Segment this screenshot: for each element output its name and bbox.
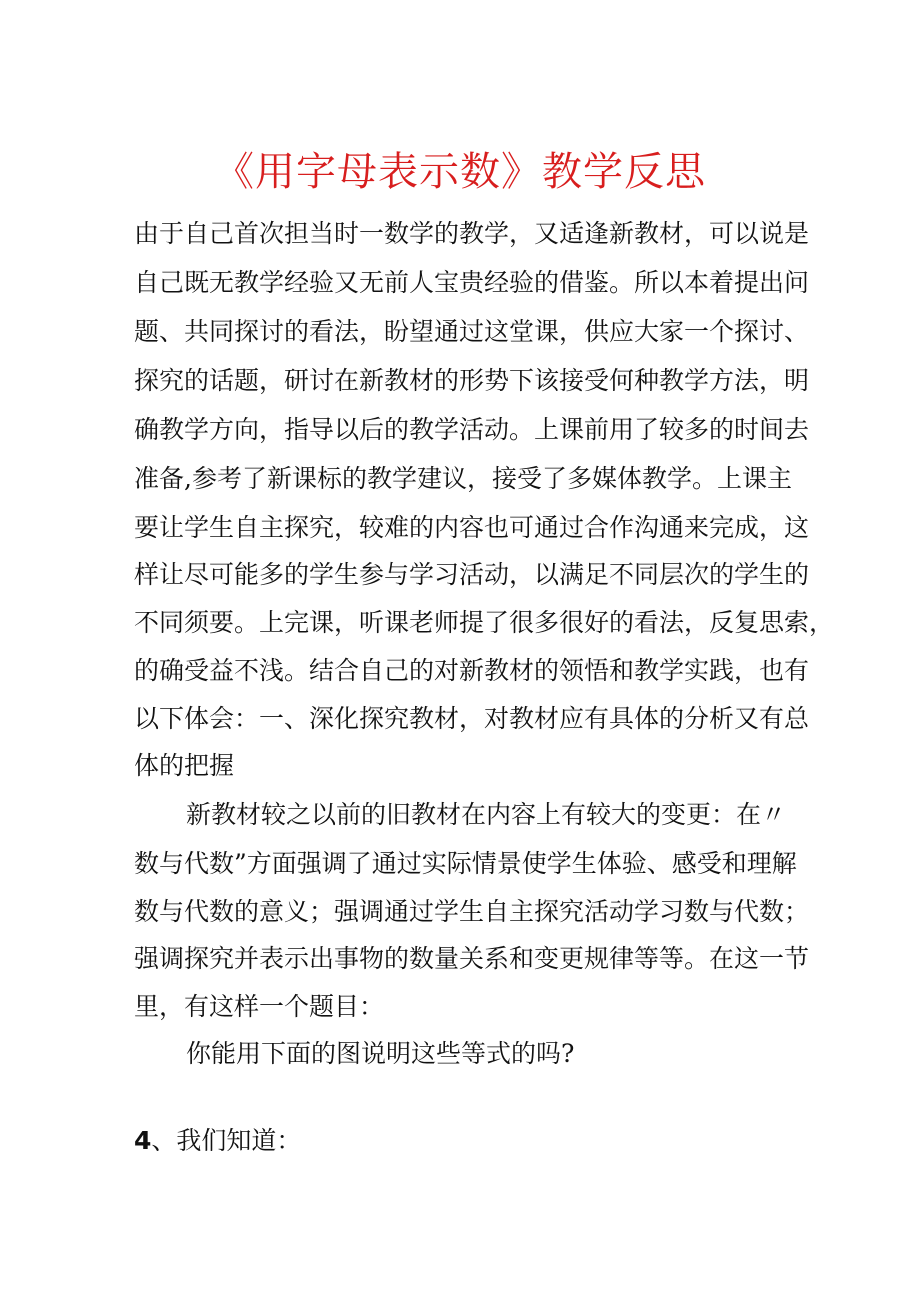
document-title: 《用字母表示数》教学反思 — [214, 149, 706, 195]
question-line: 你能用下面的图说明这些等式的吗? — [186, 1039, 575, 1068]
paragraph2-line-4: 强调探究并表示出事物的数量关系和变更规律等等。在这一节 — [134, 944, 810, 973]
paragraph1-line-8: 样让尽可能多的学生参与学习活动，以满足不同层次的学生的 — [134, 560, 810, 589]
paragraph1-line-11: 以下体会：一、深化探究教材，对教材应有具体的分析又有总 — [134, 704, 810, 733]
paragraph1-line-2: 自己既无教学经验又无前人宝贵经验的借鉴。所以本着提出问 — [134, 268, 810, 297]
paragraph1-line-6: 准备,参考了新课标的教学建议，接受了多媒体教学。上课主 — [134, 464, 792, 493]
item-4 — [134, 1123, 301, 1159]
paragraph1-line-7: 要让学生自主探究，较难的内容也可通过合作沟通来完成，这 — [134, 513, 810, 542]
paragraph1-line-5: 确教学方向，指导以后的教学活动。上课前用了较多的时间去 — [134, 415, 810, 444]
item-4-text: 、我们知道： — [151, 1126, 302, 1155]
paragraph2-line-3: 数与代数的意义；强调通过学生自主探究活动学习数与代数； — [134, 897, 810, 926]
paragraph2-line-2: 数与代数”方面强调了通过实际情景使学生体验、感受和理解 — [134, 849, 797, 878]
paragraph2-line-5: 里，有这样一个题目： — [134, 992, 385, 1021]
paragraph1-line-4: 探究的话题，研讨在新教材的形势下该接受何种教学方法，明 — [134, 366, 810, 395]
paragraph2-line-1: 新教材较之以前的旧教材在内容上有较大的变更：在〃 — [186, 800, 787, 829]
paragraph1-line-10: 的确受益不浅。结合自己的对新教材的领悟和教学实践，也有 — [134, 656, 810, 685]
paragraph1-line-12: 体的把握 — [134, 751, 235, 780]
paragraph1-line-9: 不同须要。上完课，听课老师提了很多很好的看法，反复思索， — [134, 608, 835, 637]
paragraph1-line-3: 题、共同探讨的看法，盼望通过这堂课，供应大家一个探讨、 — [134, 317, 810, 346]
paragraph1-line-1: 由于自己首次担当时一数学的教学，又适逢新教材，可以说是 — [134, 219, 810, 248]
item-4-number: 4 — [134, 1126, 152, 1155]
